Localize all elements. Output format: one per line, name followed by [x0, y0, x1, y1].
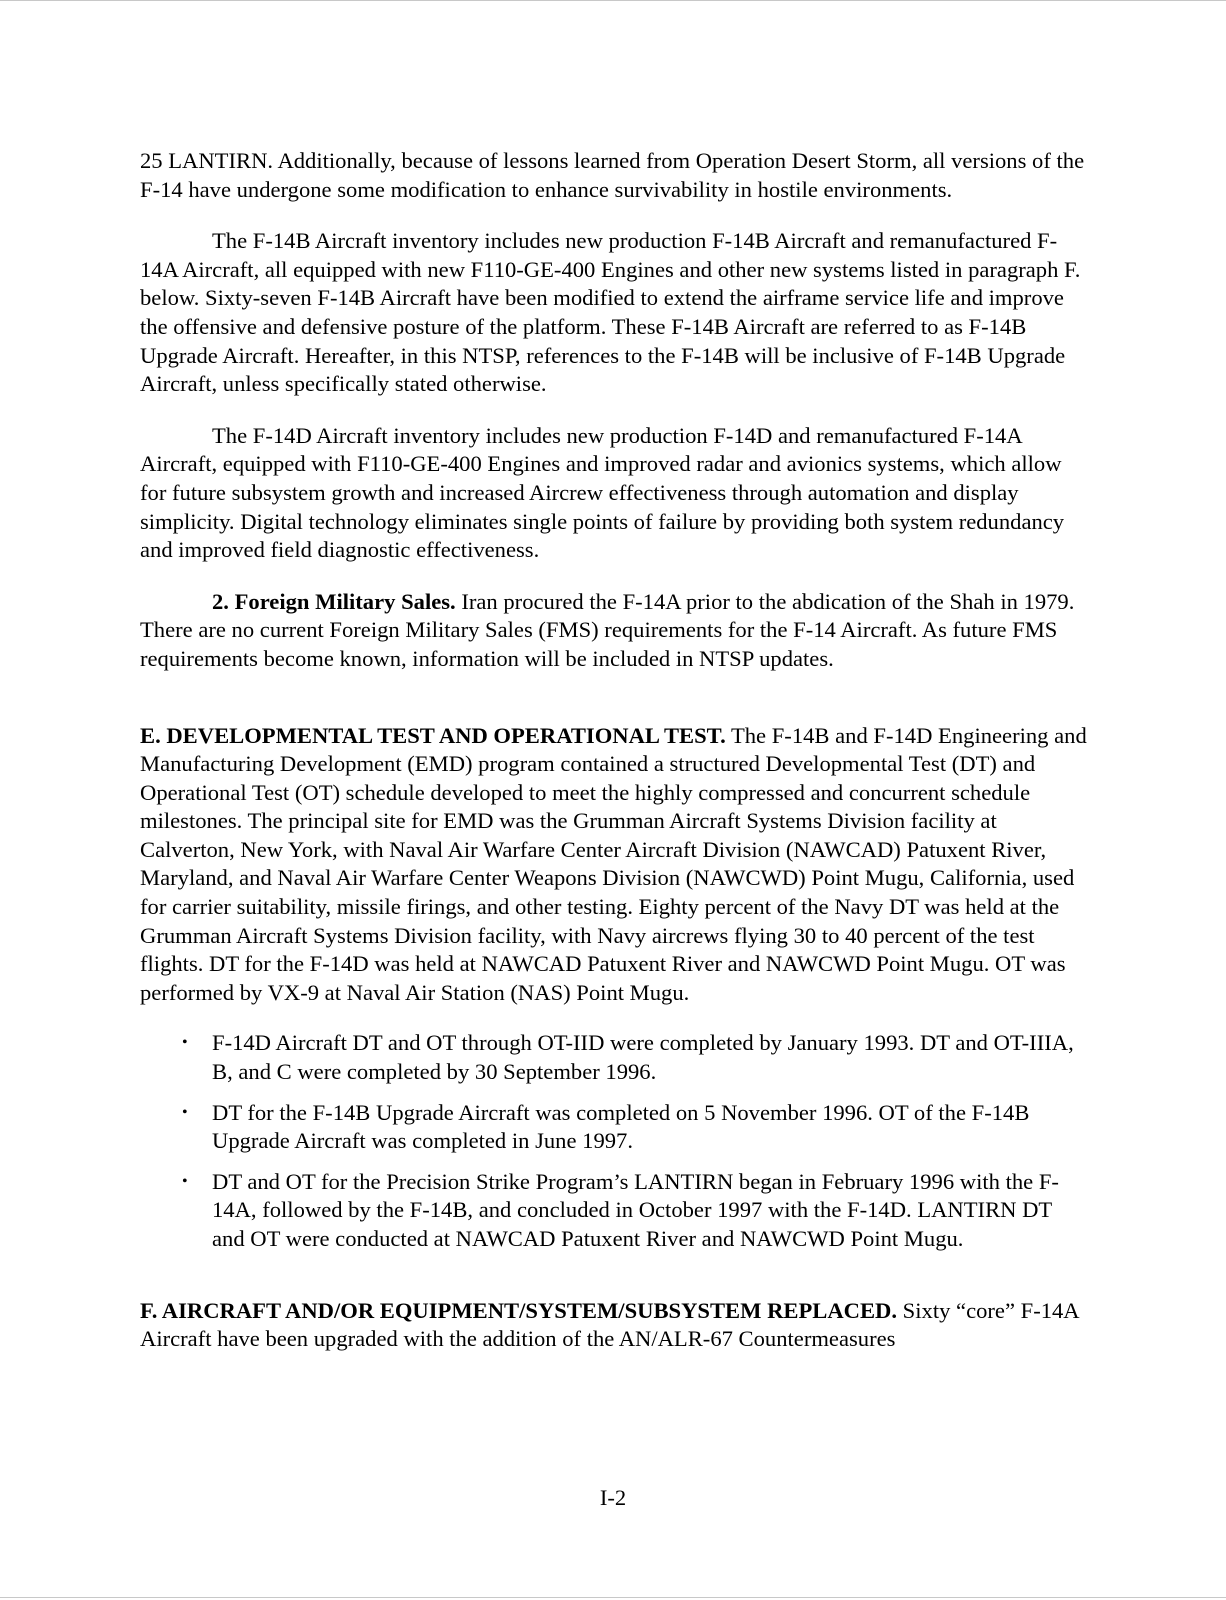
section-e-text: The F-14B and F-14D Engineering and Manufacturing Development (EMD) program contained a structured Developmental Test (DT) and Operational Test (OT) schedule developed to meet the highly compressed and concurrent schedule milestones. The principal site for EMD was the Grumman Aircraft Systems Division facility at Calverton, New York, with Naval Air Warfare Center Aircraft Division (NAWCAD) Patuxent River, Maryland, and Naval Air Warfare Center Weapons Division (NAWCWD) Point Mugu, California, used for carrier suitability, missile firings, and other testing. Eighty percent of the Navy DT was held at the Grumman Aircraft Systems Division facility, with Navy aircrews flying 30 to 40 percent of the test flights. DT for the F-14D was held at NAWCAD Patuxent River and NAWCWD Point Mugu. OT was performed by VX-9 at Naval Air Station (NAS) Point Mugu. — [140, 722, 1087, 1005]
list-item-text: DT for the F-14B Upgrade Aircraft was completed on 5 November 1996. OT of the F-14B Upgrade Aircraft was completed in June 1997. — [212, 1099, 1030, 1154]
f14d-inventory-text: The F-14D Aircraft inventory includes new production F-14D and remanufactured F-14A Aircraft, equipped with F110-GE-400 Engines and improved radar and avionics systems, which allow for future subsystem growth and increased Aircrew effectiveness through automation and display simplicity. Digital technology eliminates single points of failure by providing both system redundancy and improved field diagnostic effectiveness. — [140, 422, 1065, 563]
section-f-heading: F. AIRCRAFT AND/OR EQUIPMENT/SYSTEM/SUBSYSTEM REPLACED. — [140, 1297, 898, 1323]
intro-paragraph-text: 25 LANTIRN. Additionally, because of lessons learned from Operation Desert Storm, all versions of the F-14 have undergone some modification to enhance survivability in hostile environments. — [140, 148, 1085, 202]
bullet-icon: • — [182, 1172, 188, 1190]
foreign-military-sales-heading: 2. Foreign Military Sales. — [212, 588, 456, 614]
page-top-border — [0, 0, 1226, 1]
page-bottom-border — [0, 1597, 1226, 1598]
section-e-bullet-list — [140, 1029, 1088, 1253]
intro-paragraph — [140, 147, 1088, 204]
list-item — [140, 1099, 1088, 1156]
bullet-icon: • — [182, 1034, 188, 1052]
list-item — [140, 1029, 1088, 1086]
f14b-inventory-text: The F-14B Aircraft inventory includes new production F-14B Aircraft and remanufactured F-14A Aircraft, all equipped with new F110-GE-400 Engines and other new systems listed in paragraph F. below. Sixty-seven F-14B Aircraft have been modified to extend the airframe service life and improve the offensive and defensive posture of the platform. These F-14B Aircraft are referred to as F-14B Upgrade Aircraft. Hereafter, in this NTSP, references to the F-14B will be inclusive of F-14B Upgrade Aircraft, unless specifically stated otherwise. — [140, 228, 1081, 397]
section-e-heading: E. DEVELOPMENTAL TEST AND OPERATIONAL TEST. — [140, 722, 726, 748]
list-item-text: DT and OT for the Precision Strike Program’s LANTIRN began in February 1996 with the F-14A, followed by the F-14B, and concluded in October 1997 with the F-14D. LANTIRN DT and OT were conducted at NAWCAD Patuxent River and NAWCWD Point Mugu. — [212, 1168, 1059, 1251]
section-f-paragraph — [140, 1297, 1088, 1354]
bullet-icon: • — [182, 1103, 188, 1121]
document-body — [140, 147, 1088, 1354]
list-item-text: F-14D Aircraft DT and OT through OT-IID were completed by January 1993. DT and OT-IIIA, B, and C were completed by 30 September 1996. — [212, 1030, 1074, 1085]
list-item — [140, 1168, 1088, 1254]
foreign-military-sales-text: Iran procured the F-14A prior to the abdication of the Shah in 1979. There are no current Foreign Military Sales (FMS) requirements for the F-14 Aircraft. As future FMS requirements become known, information will be included in NTSP updates. — [140, 588, 1075, 671]
section-e-paragraph — [140, 722, 1088, 1008]
foreign-military-sales-paragraph — [140, 588, 1088, 674]
f14d-inventory-paragraph — [140, 422, 1088, 565]
f14b-inventory-paragraph — [140, 227, 1088, 399]
section-f-text: Sixty “core” F-14A Aircraft have been upgraded with the addition of the AN/ALR-67 Countermeasures — [140, 1297, 1079, 1352]
page-number: I-2 — [599, 1485, 627, 1510]
